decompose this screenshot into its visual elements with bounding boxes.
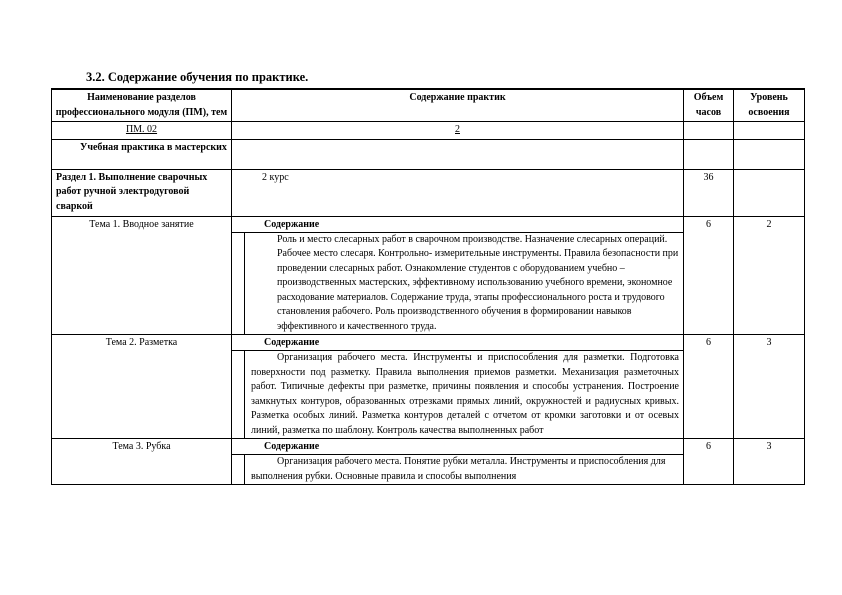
topic-name: Тема 3. Рубка <box>52 439 232 485</box>
pm-code-cell <box>52 122 232 140</box>
practice-row <box>52 139 805 169</box>
section-row <box>52 169 805 216</box>
topic-description: Роль и место слесарных работ в сварочном производстве. Назначение слесарных операций. Рабочее место слесаря. Контрольно- измерительные инструменты. Правила безопасности при проведении слесарных работ. Ознакомление студентов с оборудованием учебно – производственных мастерских, эффективному использованию учебного времени, экономное расходование материалов. Содержание труда, этапы профессионального роста и трудового становления рабочего. Роль производственного обучения в формировании навыков эффективного и качественного труда. <box>277 233 679 332</box>
practice-content-table <box>51 88 805 485</box>
topic-content-cell <box>232 335 684 439</box>
section-heading: 3.2. Содержание обучения по практике. <box>86 70 309 84</box>
practice-level-cell <box>734 139 805 169</box>
pm-hours-cell <box>684 122 734 140</box>
section-title: Раздел 1. Выполнение сварочных работ ручной электродуговой сваркой <box>52 169 232 216</box>
header-module-name: Наименование разделов профессионального модуля (ПМ), тем <box>52 89 232 122</box>
section-hours: 36 <box>684 169 734 216</box>
header-level: Уровень освоения <box>734 89 805 122</box>
topic-level: 3 <box>734 335 805 439</box>
topic-hours: 6 <box>684 439 734 485</box>
topic-row <box>52 216 805 335</box>
topic-name: Тема 1. Вводное занятие <box>52 216 232 335</box>
topic-row <box>52 335 805 439</box>
content-label: Содержание <box>264 218 320 230</box>
practice-title: Учебная практика в мастерских <box>52 139 232 169</box>
topic-level: 2 <box>734 216 805 335</box>
pm-code: ПМ. 02 <box>125 124 158 135</box>
topic-name: Тема 2. Разметка <box>52 335 232 439</box>
content-label: Содержание <box>264 337 320 348</box>
section-level-cell <box>734 169 805 216</box>
table-header-row <box>52 89 805 122</box>
section-course: 2 курс <box>232 169 684 216</box>
topic-hours: 6 <box>684 216 734 335</box>
pm-number: 2 <box>455 124 460 135</box>
topic-description: Организация рабочего места. Инструменты и приспособления для разметки. Подготовка поверхности под разметку. Правила выполнения приемов разметки. Механизация разметочных работ. Типичные дефекты при разметке, причины появления и способы устранения. Построение замкнутых контуров, образованных отрезками прямых линий, окружностей и радиусных кривых. Разметка особых линий. Разметка контуров деталей с отчетом от кромки заготовки и от осевых линий, разметка по шаблону. Контроль качества выполненных работ <box>251 352 679 436</box>
topic-content-cell <box>232 216 684 335</box>
practice-hours-cell <box>684 139 734 169</box>
pm-row <box>52 122 805 140</box>
topic-level: 3 <box>734 439 805 485</box>
topic-row <box>52 439 805 485</box>
practice-content-cell <box>232 139 684 169</box>
content-label: Содержание <box>264 441 320 452</box>
topic-content-cell <box>232 439 684 485</box>
pm-level-cell <box>734 122 805 140</box>
topic-hours: 6 <box>684 335 734 439</box>
topic-description: Организация рабочего места. Понятие рубки металла. Инструменты и приспособления для выполнения рубки. Основные правила и способы выполнения <box>251 456 666 482</box>
pm-number-cell <box>232 122 684 140</box>
header-hours: Объем часов <box>684 89 734 122</box>
header-content: Содержание практик <box>232 89 684 122</box>
